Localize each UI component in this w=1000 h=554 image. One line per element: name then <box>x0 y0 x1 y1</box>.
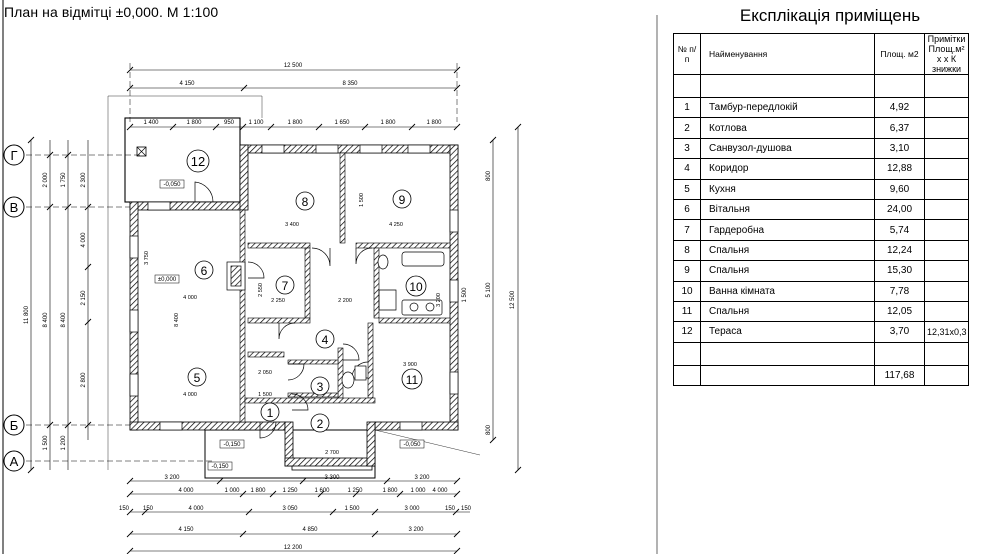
axis-marker-g <box>4 145 24 165</box>
dim-int-1: 3 400 <box>285 222 299 228</box>
room-number-12: 12 <box>190 154 206 169</box>
cell-num: 10 <box>674 281 701 301</box>
cell-num: 4 <box>674 159 701 179</box>
dim-left1-2: 8 400 <box>43 312 49 328</box>
dim-int-3: 3 750 <box>144 251 150 265</box>
room-number-9: 9 <box>398 193 406 207</box>
table-spacer-row <box>674 75 969 98</box>
dim-bottom3-5: 1 500 <box>344 506 360 512</box>
room-label-5 <box>188 368 206 386</box>
level-mark-4: -0,150 <box>223 442 241 448</box>
level-mark-2: -0,050 <box>163 182 181 188</box>
dim-int-15: 1 500 <box>359 193 365 207</box>
bathtub <box>402 252 444 266</box>
cell-num: 5 <box>674 179 701 199</box>
cell-note <box>925 138 969 158</box>
interior-dimension-texts <box>144 193 442 456</box>
dim-bottom1-3: 3 200 <box>414 475 430 481</box>
col-header-name: Найменування <box>701 34 875 75</box>
cell-name: Спальня <box>701 301 875 321</box>
table-total-row <box>674 365 969 385</box>
table-row <box>674 138 969 158</box>
dim-bottom3-3: 4 000 <box>188 506 204 512</box>
room-number-5: 5 <box>193 371 201 385</box>
cell-num: 6 <box>674 199 701 219</box>
axis-label-b: Б <box>9 418 19 433</box>
cell-name: Котлова <box>701 118 875 138</box>
cell-note <box>925 159 969 179</box>
axis-marker-b <box>4 415 24 435</box>
cell-area: 7,78 <box>875 281 925 301</box>
table-row <box>674 220 969 240</box>
dim-bottom3-2: 150 <box>142 506 154 512</box>
axis-label-g: Г <box>10 148 18 163</box>
table-row <box>674 199 969 219</box>
room-number-6: 6 <box>200 264 208 278</box>
dim-int-9: 1 500 <box>258 392 272 398</box>
dim-bottom3-7: 150 <box>444 506 456 512</box>
dim-bottom4-3: 3 200 <box>408 527 424 533</box>
plan-title: План на відмітці ±0,000. М 1:100 <box>4 4 219 20</box>
dim-top-chain-4: 1 100 <box>248 120 264 126</box>
dim-bottom4-2: 4 850 <box>302 527 318 533</box>
dim-int-14: 3 200 <box>436 293 442 307</box>
level-mark-1: ±0,000 <box>157 277 177 283</box>
room-label-2 <box>311 414 329 432</box>
dim-bottom3-6: 3 000 <box>404 506 420 512</box>
room-label-6 <box>195 261 213 279</box>
dim-bottom1-2: 3 300 <box>324 475 340 481</box>
room-number-11: 11 <box>405 373 419 387</box>
table-spacer-row <box>674 342 969 365</box>
dim-top-chain-2: 1 800 <box>186 120 202 126</box>
dim-top-left: 4 150 <box>179 81 195 87</box>
dim-int-2: 4 250 <box>389 222 403 228</box>
dim-left-outer: 11 800 <box>24 306 30 324</box>
dim-left3-3: 2 150 <box>81 290 87 306</box>
dim-top-chain-1: 1 400 <box>143 120 159 126</box>
cell-name: Спальня <box>701 261 875 281</box>
dim-int-11: 2 700 <box>325 450 339 456</box>
dim-bottom3-1: 150 <box>118 506 130 512</box>
table-row <box>674 118 969 138</box>
cell-name: Вітальня <box>701 199 875 219</box>
dim-left3-2: 4 000 <box>81 232 87 248</box>
dim-int-12: 8 400 <box>174 313 180 327</box>
dim-int-7: 2 200 <box>338 298 352 304</box>
toilet <box>378 255 388 269</box>
cell-num: 11 <box>674 301 701 321</box>
axis-label-a: А <box>9 454 19 469</box>
dim-right-3: 1 500 <box>462 287 468 303</box>
cell-num: 8 <box>674 240 701 260</box>
cell-total-area: 117,68 <box>875 365 925 385</box>
dim-bottom3-4: 3 050 <box>282 506 298 512</box>
cell-area: 5,74 <box>875 220 925 240</box>
table-row <box>674 261 969 281</box>
col-header-area: Площ. м2 <box>875 34 925 75</box>
terrace-outline <box>125 118 240 202</box>
dim-top-right: 8 350 <box>342 81 358 87</box>
cell-note <box>925 301 969 321</box>
dim-bottom2-8: 1 000 <box>410 488 426 494</box>
cell-note <box>925 261 969 281</box>
room-label-7 <box>276 276 294 294</box>
table-row <box>674 281 969 301</box>
cell-name: Санвузол-душова <box>701 138 875 158</box>
dim-int-10: 3 900 <box>403 362 417 368</box>
dim-left1-1: 2 000 <box>43 172 49 188</box>
cell-area: 3,10 <box>875 138 925 158</box>
cell-note: 12,31x0,3 <box>925 322 969 342</box>
dim-int-4: 4 000 <box>183 295 197 301</box>
cell-area: 9,60 <box>875 179 925 199</box>
dim-bottom3-8: 150 <box>460 506 472 512</box>
dim-right-4: 800 <box>486 424 492 436</box>
dim-bottom2-9: 4 000 <box>432 488 448 494</box>
table-row <box>674 240 969 260</box>
cell-area: 4,92 <box>875 98 925 118</box>
dim-int-13: 2 550 <box>258 283 264 297</box>
table-row <box>674 179 969 199</box>
cell-note <box>925 220 969 240</box>
cell-area: 12,24 <box>875 240 925 260</box>
table-row <box>674 322 969 342</box>
dim-bottom2-7: 1 800 <box>382 488 398 494</box>
dim-left2-1: 1 750 <box>61 172 67 188</box>
cell-num: 9 <box>674 261 701 281</box>
dim-int-5: 4 000 <box>183 392 197 398</box>
room-label-9 <box>393 190 411 208</box>
table-row <box>674 301 969 321</box>
table-row <box>674 98 969 118</box>
level-mark-3: -0,050 <box>403 442 421 448</box>
cell-name: Тамбур-передлокій <box>701 98 875 118</box>
explication-table <box>673 33 969 386</box>
dim-bottom2-2: 1 000 <box>224 488 240 494</box>
dim-left3-4: 2 800 <box>81 372 87 388</box>
level-mark-5: -0,150 <box>211 464 229 470</box>
axis-label-v: В <box>9 200 19 215</box>
cell-note <box>925 281 969 301</box>
col-header-notes: Примітки Площ.м² х х К знижки <box>925 34 969 75</box>
room-label-4 <box>316 330 334 348</box>
axis-marker-v <box>4 197 24 217</box>
axis-marker-a <box>4 451 24 471</box>
dim-int-6: 2 250 <box>271 298 285 304</box>
cell-name: Гардеробна <box>701 220 875 240</box>
room-label-1 <box>261 403 279 421</box>
dim-bottom2-3: 1 800 <box>250 488 266 494</box>
dim-int-8: 2 050 <box>258 370 272 376</box>
cell-area: 6,37 <box>875 118 925 138</box>
dim-top-total: 12 500 <box>283 63 303 69</box>
dimension-lines <box>31 70 518 551</box>
table-row <box>674 159 969 179</box>
room-number-2: 2 <box>316 417 324 431</box>
room-label-12 <box>187 150 209 172</box>
cell-note <box>925 240 969 260</box>
explication-title: Експлікація приміщень <box>739 6 921 25</box>
cell-area: 12,88 <box>875 159 925 179</box>
dim-bottom1-1: 3 200 <box>164 475 180 481</box>
room-number-8: 8 <box>301 195 309 209</box>
cell-note <box>925 179 969 199</box>
cell-area: 3,70 <box>875 322 925 342</box>
room-number-7: 7 <box>281 279 289 293</box>
room-label-10 <box>406 276 426 296</box>
col-header-num: № п/п <box>674 34 701 75</box>
cell-num: 3 <box>674 138 701 158</box>
cell-area: 12,05 <box>875 301 925 321</box>
dim-bottom2-5: 1 600 <box>314 488 330 494</box>
room-label-3 <box>311 377 329 395</box>
cell-num: 2 <box>674 118 701 138</box>
cell-name: Кухня <box>701 179 875 199</box>
cell-area: 15,30 <box>875 261 925 281</box>
dim-right-total: 12 500 <box>510 290 516 310</box>
cell-name: Ванна кімната <box>701 281 875 301</box>
dim-left1-3: 1 500 <box>43 435 49 451</box>
dim-bottom2-6: 1 250 <box>347 488 363 494</box>
toilet-2 <box>342 372 354 388</box>
dim-top-chain-6: 1 650 <box>334 120 350 126</box>
dim-right-2: 5 100 <box>486 282 492 298</box>
room-number-1: 1 <box>266 406 274 420</box>
boiler <box>355 366 366 380</box>
cell-note <box>925 118 969 138</box>
room-label-11 <box>402 369 422 389</box>
dim-top-chain-8: 1 800 <box>426 120 442 126</box>
table-body <box>674 75 969 386</box>
room-number-3: 3 <box>316 380 324 394</box>
cell-name: Тераса <box>701 322 875 342</box>
cell-area: 24,00 <box>875 199 925 219</box>
room-number-10: 10 <box>409 280 423 294</box>
cell-num: 1 <box>674 98 701 118</box>
cell-name: Спальня <box>701 240 875 260</box>
dim-bottom2-4: 1 250 <box>282 488 298 494</box>
dim-left3-1: 2 300 <box>81 172 87 188</box>
room-number-4: 4 <box>321 333 329 347</box>
dim-bottom-total: 12 200 <box>283 545 303 551</box>
cell-note <box>925 98 969 118</box>
dim-bottom2-1: 4 000 <box>178 488 194 494</box>
table-header-row <box>674 34 969 75</box>
cell-name: Коридор <box>701 159 875 179</box>
cell-num: 12 <box>674 322 701 342</box>
dim-top-chain-3: 950 <box>223 120 235 126</box>
dim-left2-3: 1 200 <box>61 435 67 451</box>
room-label-8 <box>296 192 314 210</box>
dim-right-1: 800 <box>486 170 492 182</box>
cell-note <box>925 199 969 219</box>
dim-left2-2: 8 400 <box>61 312 67 328</box>
axis-markers <box>4 145 24 471</box>
dim-top-chain-7: 1 800 <box>380 120 396 126</box>
dim-top-chain-5: 1 800 <box>287 120 303 126</box>
dim-bottom4-1: 4 150 <box>178 527 194 533</box>
cell-num: 7 <box>674 220 701 240</box>
